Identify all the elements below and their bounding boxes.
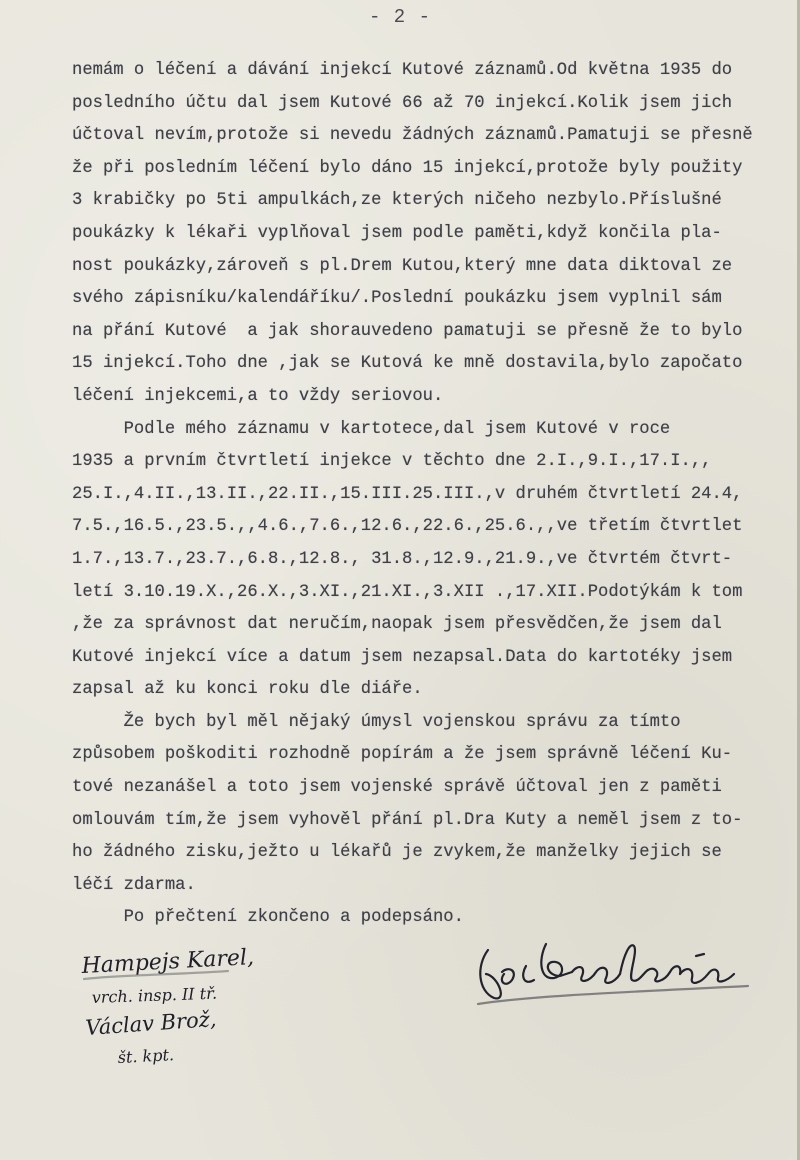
text-line: Podle mého záznamu v kartotece,dal jsem Kutové v roce xyxy=(72,419,671,439)
text-line: tové nezanášel a toto jsem vojenské správě účtoval jen z paměti xyxy=(72,778,722,798)
text-line: Kutové injekcí více a datum jsem nezapsal.Data do kartotéky jsem xyxy=(72,647,733,667)
text-line: poukázky k lékaři vyplňoval jsem podle paměti,když končila pla- xyxy=(72,223,722,243)
signature-left-line: št. kpt. xyxy=(117,1045,175,1067)
text-line: 1935 a prvním čtvrtletí injekce v těchto dne 2.I.,9.I.,17.I.,, xyxy=(72,452,712,472)
text-line: 7.5.,16.5.,23.5.,,4.6.,7.6.,12.6.,22.6.,25.6.,,ve třetím čtvrtlet xyxy=(72,517,743,537)
text-line: ho žádného zisku,ježto u lékařů je zvykem,že manželky jejich se xyxy=(72,843,722,863)
text-line: svého zápisníku/kalendáříku/.Poslední poukázku jsem vyplnil sám xyxy=(72,289,722,309)
signature-left-line: Václav Brož, xyxy=(84,1006,218,1040)
text-line: 25.I.,4.II.,13.II.,22.II.,15.III.25.III.,v druhém čtvrtletí 24.4, xyxy=(72,484,743,504)
text-line: léčí zdarma. xyxy=(72,875,196,895)
text-line: omlouvám tím,že jsem vyhověl přání pl.Dra Kuty a neměl jsem z to- xyxy=(72,810,743,830)
signature-left-line: vrch. insp. II tř. xyxy=(91,983,218,1007)
text-line: nost poukázky,zároveň s pl.Drem Kutou,který mne data diktoval ze xyxy=(72,256,733,276)
text-line: na přání Kutové a jak shorauvedeno pamatuji se přesně že to bylo xyxy=(72,321,743,341)
text-line: posledního účtu dal jsem Kutové 66 až 70 injekcí.Kolik jsem jich xyxy=(72,93,733,113)
text-line: způsobem poškoditi rozhodně popírám a že jsem správně léčení Ku- xyxy=(72,745,733,765)
text-line: 1.7.,13.7.,23.7.,6.8.,12.8., 31.8.,12.9.,21.9.,ve čtvrtém čtvrt- xyxy=(72,549,733,569)
text-line: 15 injekcí.Toho dne ,jak se Kutová ke mně dostavila,bylo započato xyxy=(72,354,743,374)
signature-left xyxy=(78,945,278,1075)
text-line: Že bych byl měl nějaký úmysl vojenskou správu za tímto xyxy=(72,712,681,732)
signature-left-line: Hampejs Karel, xyxy=(81,945,255,979)
text-line: zapsal až ku konci roku dle diáře. xyxy=(72,680,423,700)
text-line: ,že za správnost dat neručím,naopak jsem přesvědčen,že jsem dal xyxy=(72,615,722,635)
typewritten-text xyxy=(72,55,787,935)
text-line: nemám o léčení a dávání injekcí Kutové záznamů.Od května 1935 do xyxy=(72,61,733,80)
text-line: Po přečtení zkončeno a podepsáno. xyxy=(72,908,464,928)
page-number: - 2 - xyxy=(368,6,431,28)
text-line: letí 3.10.19.X.,26.X.,3.XI.,21.XI.,3.XII .,17.XII.Podotýkám k tom xyxy=(72,582,743,602)
text-line: 3 krabičky po 5ti ampulkách,ze kterých ničeho nezbylo.Příslušné xyxy=(72,191,722,211)
text-line: účtoval nevím,protože si nevedu žádných záznamů.Pamatuji se přesně xyxy=(72,126,753,146)
text-line: že při posledním léčení bylo dáno 15 injekcí,protože byly použity xyxy=(72,158,743,178)
text-line: léčení injekcemi,a to vždy seriovou. xyxy=(72,386,444,406)
signature-right xyxy=(468,936,768,1011)
